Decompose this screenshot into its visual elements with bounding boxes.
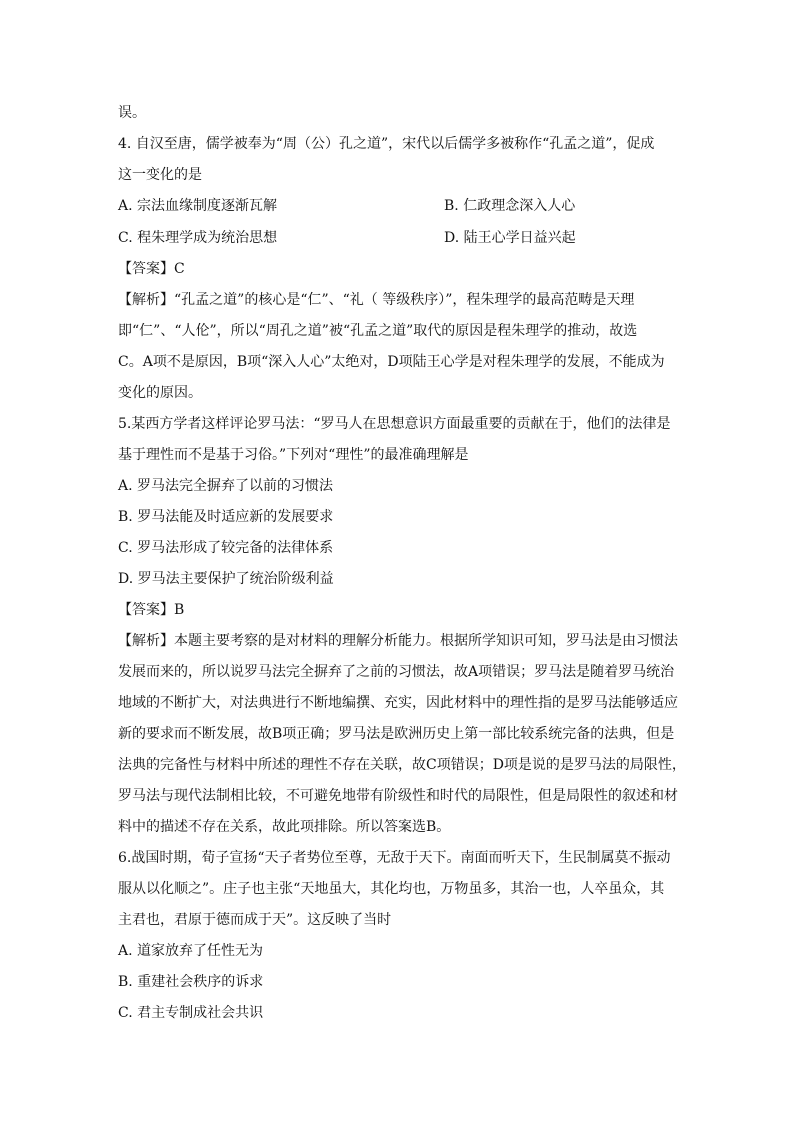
question-5-option-b: B. 罗马法能及时适应新的发展要求 [118,509,334,525]
question-6-stem: 主君也，君原于德而成于天”。这反映了当时 [118,912,392,928]
question-6-option-c: C. 君主专制成社会共识 [118,1005,264,1021]
question-6-stem: 6.战国时期，荀子宣扬“天子者势位至尊，无敌于天下。南面而听天下，生民制属莫不振动 [118,850,671,866]
question-5-stem: 5.某西方学者这样评论罗马法：“罗马人在思想意识方面最重要的贡献在于，他们的法律是 [118,416,671,432]
question-4-option-b: B. 仁政理念深入人心 [444,198,576,214]
question-4-analysis: 即“仁”、“人伦”，所以“周孔之道”被“孔孟之道”取代的原因是程朱理学的推动，故选 [118,323,638,339]
question-5-answer: 【答案】B [118,602,185,618]
question-5-analysis: 地域的不断扩大，对法典进行不断地编撰、充实，因此材料中的理性指的是罗马法能够适应 [118,695,678,711]
question-5-option-d: D. 罗马法主要保护了统治阶级利益 [118,571,334,587]
question-5-option-c: C. 罗马法形成了较完备的法律体系 [118,540,334,556]
question-4-stem: 这一变化的是 [118,167,202,183]
question-4-analysis: C。A项不是原因，B项“深入人心”太绝对，D项陆王心学是对程朱理学的发展，不能成为 [118,354,665,370]
question-5-analysis: 发展而来的，所以说罗马法完全摒弃了之前的习惯法，故A项错误；罗马法是随着罗马统治 [118,664,675,680]
question-5-option-a: A. 罗马法完全摒弃了以前的习惯法 [118,478,334,494]
question-4-option-c: C. 程朱理学成为统治思想 [118,230,278,246]
question-4-analysis: 变化的原因。 [118,385,202,401]
question-4-answer: 【答案】C [118,261,185,277]
question-4-option-a: A. 宗法血缘制度逐渐瓦解 [118,198,278,214]
question-4-option-d: D. 陆王心学日益兴起 [444,230,576,246]
text-line: 误。 [118,105,146,121]
question-4-stem: 4. 自汉至唐，儒学被奉为“周（公）孔之道”，宋代以后儒学多被称作“孔孟之道”，促成 [118,136,655,152]
question-6-stem: 服从以化顺之”。庄子也主张“天地虽大，其化均也，万物虽多，其治一也，人卒虽众，其 [118,881,665,897]
question-5-analysis: 料中的描述不存在关系，故此项排除。所以答案选B。 [118,819,451,835]
question-5-analysis: 【解析】本题主要考察的是对材料的理解分析能力。根据所学知识可知，罗马法是由习惯法 [118,633,678,649]
question-5-stem: 基于理性而不是基于习俗。”下列对“理性”的最准确理解是 [118,447,469,463]
question-5-analysis: 罗马法与现代法制相比较，不可避免地带有阶级性和时代的局限性，但是局限性的叙述和材 [118,788,678,804]
question-5-analysis: 新的要求而不断发展，故B项正确；罗马法是欧洲历史上第一部比较系统完备的法典，但是 [118,726,675,742]
question-6-option-a: A. 道家放弃了任性无为 [118,943,264,959]
question-4-analysis: 【解析】“孔孟之道”的核心是“仁”、“礼（ 等级秩序）”，程朱理学的最高范畴是天理 [118,292,635,308]
question-6-option-b: B. 重建社会秩序的诉求 [118,974,264,990]
question-5-analysis: 法典的完备性与材料中所述的理性不存在关联，故C项错误；D项是说的是罗马法的局限性， [118,757,686,773]
